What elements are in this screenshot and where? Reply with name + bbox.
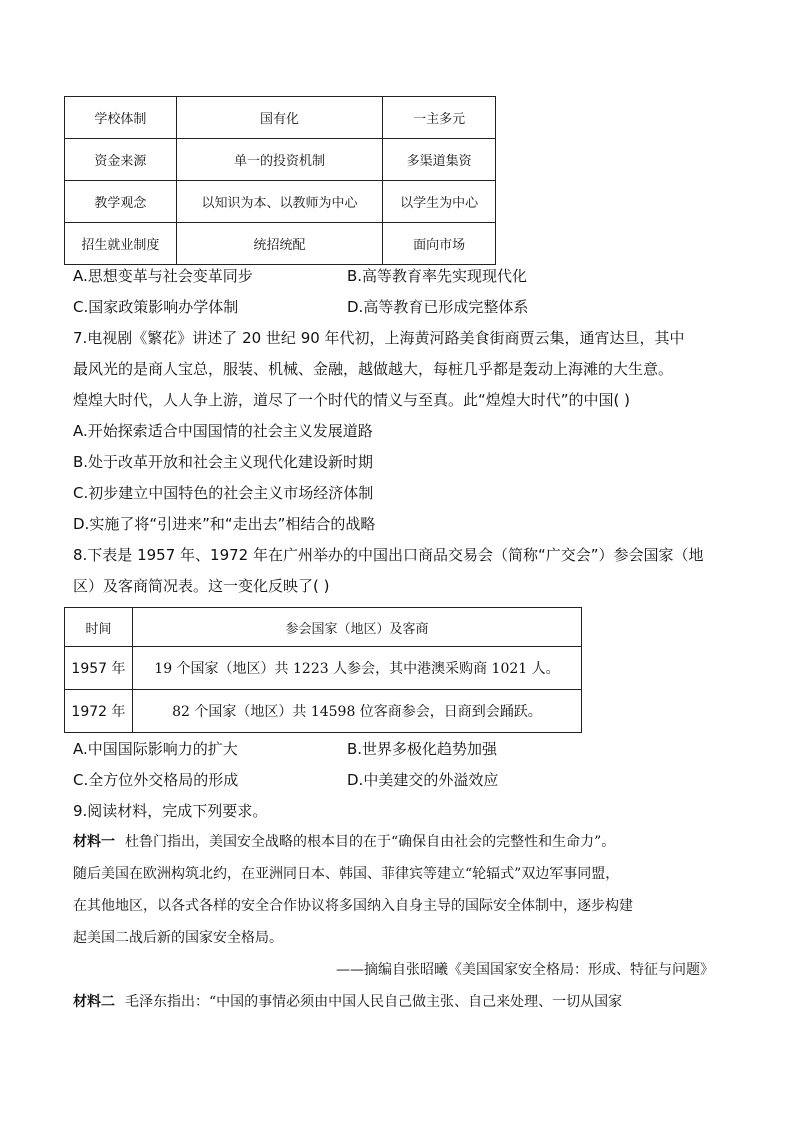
q6-option-a[interactable]: A.思想变革与社会变革同步 [73, 267, 253, 285]
column-header: 参会国家（地区）及客商 [132, 608, 581, 647]
year-cell: 1957 年 [65, 647, 133, 690]
q8-option-c[interactable]: C.全方位外交格局的形成 [73, 771, 239, 789]
q7-option-d[interactable]: D.实施了将“引进来”和“走出去”相结合的战略 [73, 515, 376, 533]
table-cell: 国有化 [176, 97, 383, 139]
material-2-label: 材料二 [73, 994, 115, 1010]
q7-stem-line-1: 7.电视剧《繁花》讲述了 20 世纪 90 年代初，上海黄河路美食街商贾云集，通宵达旦，其中 [73, 329, 685, 347]
table-row [65, 647, 582, 690]
material-1-line-1 [73, 832, 615, 852]
year-cell: 1972 年 [65, 690, 133, 733]
column-header: 时间 [65, 608, 133, 647]
q6-option-b[interactable]: B.高等教育率先实现现代化 [347, 267, 528, 285]
q8-option-a[interactable]: A.中国国际影响力的扩大 [73, 740, 238, 758]
table-row [65, 97, 496, 139]
table-row [65, 223, 496, 265]
material-1-source: ——摘编自张昭曦《美国国家安全格局：形成、特征与问题》 [336, 962, 714, 978]
q7-stem-line-3: 煌煌大时代，人人争上游，道尽了一个时代的情义与至真。此“煌煌大时代”的中国( ) [73, 391, 631, 409]
q7-option-c[interactable]: C.初步建立中国特色的社会主义市场经济体制 [73, 484, 374, 502]
table-cell: 教学观念 [65, 181, 177, 223]
table-row [65, 181, 496, 223]
q7-option-a[interactable]: A.开始探索适合中国国情的社会主义发展道路 [73, 422, 373, 440]
q6-option-c[interactable]: C.国家政策影响办学体制 [73, 298, 239, 316]
material-1-line-3: 在其他地区，以各式各样的安全合作协议将多国纳入自身主导的国际安全体制中，逐步构建 [73, 898, 633, 914]
trade-fair-table [64, 607, 582, 733]
material-1-text: 杜鲁门指出，美国安全战略的根本目的在于“确保自由社会的完整性和生命力”。 [125, 834, 616, 850]
table-cell: 资金来源 [65, 139, 177, 181]
material-2-line-1 [73, 992, 622, 1012]
q8-option-d[interactable]: D.中美建交的外溢效应 [347, 771, 499, 789]
q7-stem-line-2: 最风光的是商人宝总，服装、机械、金融，越做越大，每桩几乎都是轰动上海滩的大生意。 [73, 360, 674, 378]
q7-option-b[interactable]: B.处于改革开放和社会主义现代化建设新时期 [73, 453, 374, 471]
table-cell: 以学生为中心 [383, 181, 496, 223]
table-cell: 多渠道集资 [383, 139, 496, 181]
table-row [65, 690, 582, 733]
table-header-row [65, 608, 582, 647]
q8-stem-line-2: 区）及客商简况表。这一变化反映了( ) [73, 577, 330, 595]
table-cell: 学校体制 [65, 97, 177, 139]
material-1-label: 材料一 [73, 834, 115, 850]
table-cell: 一主多元 [383, 97, 496, 139]
table-cell: 招生就业制度 [65, 223, 177, 265]
material-2-text: 毛泽东指出：“中国的事情必须由中国人民自己做主张、自己来处理、一切从国家 [125, 994, 623, 1010]
education-system-table [64, 96, 496, 265]
material-1-line-4: 起美国二战后新的国家安全格局。 [73, 930, 283, 946]
table-cell: 单一的投资机制 [176, 139, 383, 181]
table-cell: 以知识为本、以教师为中心 [176, 181, 383, 223]
q8-stem-line-1: 8.下表是 1957 年、1972 年在广州举办的中国出口商品交易会（简称“广交会”）参会国家（地 [73, 546, 704, 564]
q6-option-d[interactable]: D.高等教育已形成完整体系 [347, 298, 529, 316]
q8-option-b[interactable]: B.世界多极化趋势加强 [347, 740, 498, 758]
table-cell: 19 个国家（地区）共 1223 人参会，其中港澳采购商 1021 人。 [132, 647, 581, 690]
q9-intro: 9.阅读材料，完成下列要求。 [73, 802, 268, 820]
material-1-line-2: 随后美国在欧洲构筑北约，在亚洲同日本、韩国、菲律宾等建立“轮辐式”双边军事同盟， [73, 866, 620, 882]
table-cell: 面向市场 [383, 223, 496, 265]
table-cell: 82 个国家（地区）共 14598 位客商参会，日商到会踊跃。 [132, 690, 581, 733]
table-row [65, 139, 496, 181]
table-cell: 统招统配 [176, 223, 383, 265]
